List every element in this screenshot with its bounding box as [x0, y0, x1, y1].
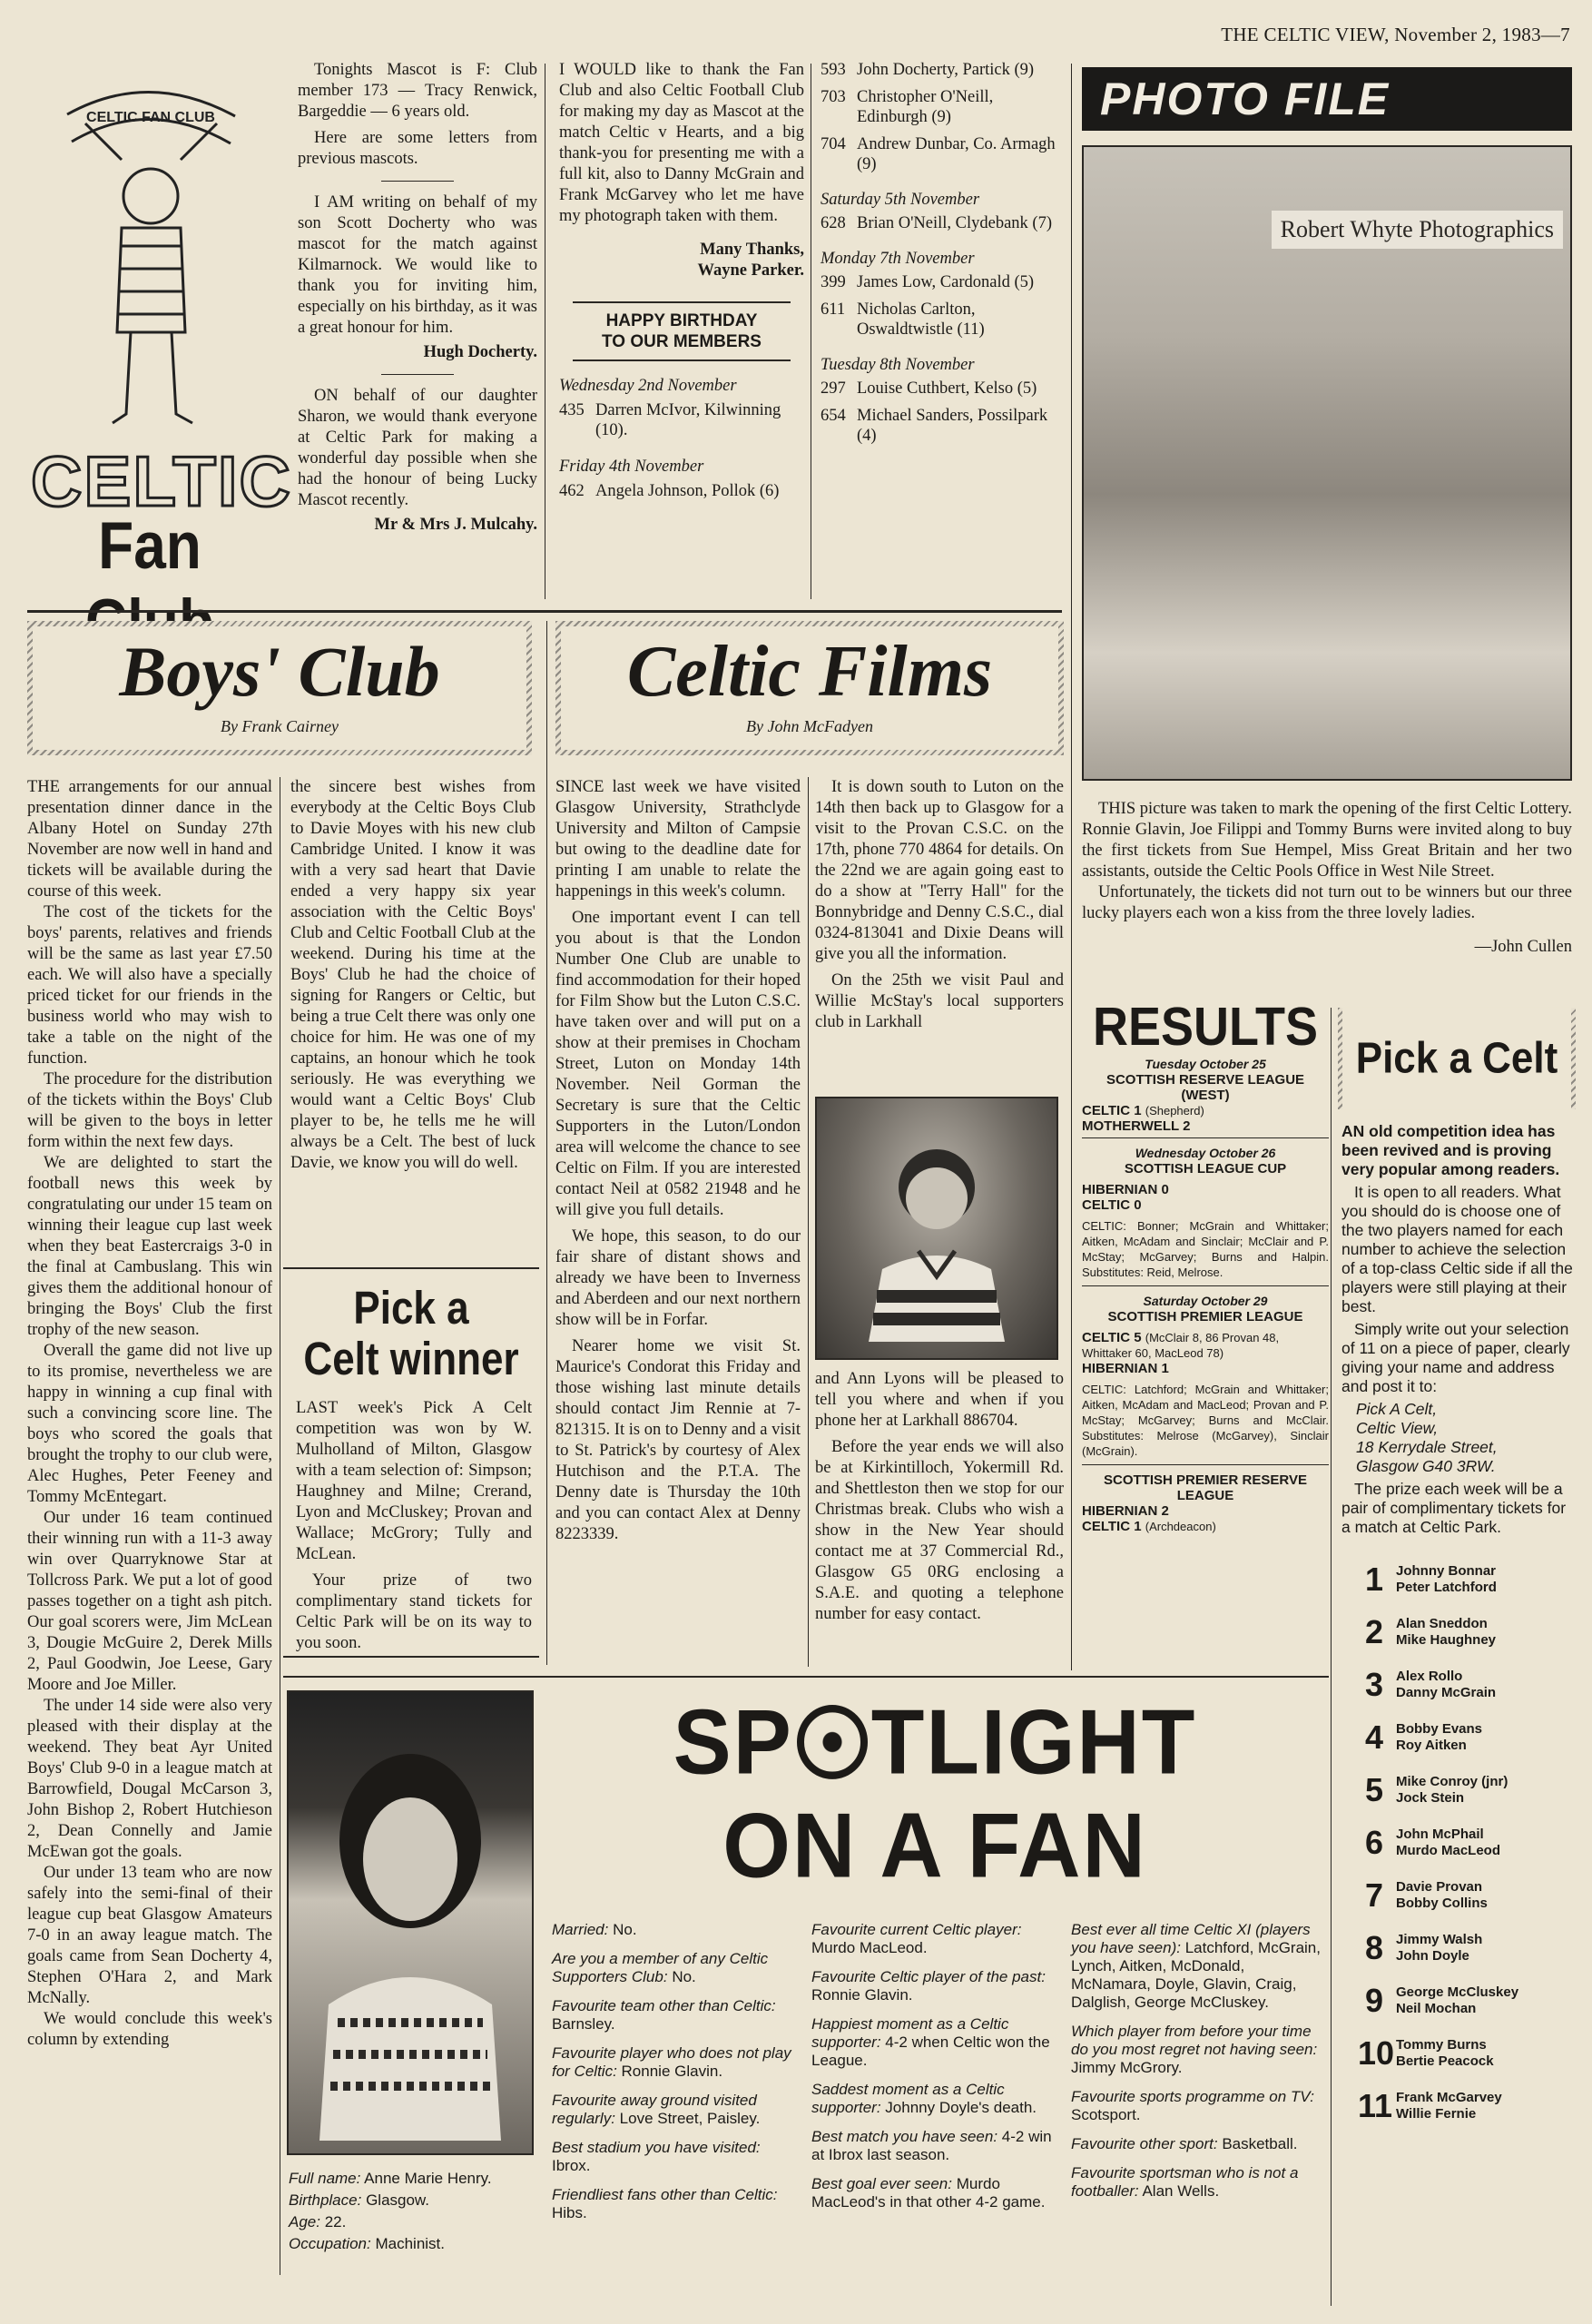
birthday-entry: 654 Michael Sanders, Possilpark (4): [821, 407, 1048, 445]
fan-detail: Birthplace: Glasgow.: [289, 2191, 429, 2209]
birthday-entry: 703 Christopher O'Neill, Edinburgh (9): [821, 88, 994, 126]
results-list: [1082, 1057, 1329, 1534]
fan-qa: Favourite sports programme on TV: Scotsport.: [1071, 2088, 1315, 2123]
spotlight-title-light: TLIGHT: [870, 1691, 1197, 1794]
result-competition: SCOTTISH LEAGUE CUP: [1124, 1161, 1287, 1177]
celtic-films-byline: By John McFadyen: [746, 717, 873, 735]
birthday-entry: 297 Louise Cuthbert, Kelso (5): [821, 379, 1037, 398]
pick-celt-para-1: It is open to all readers. What you should do is choose one of the two players named for each number to achieve the selection of a top-class Celtic side if all the players were still playing at their best.: [1341, 1183, 1573, 1315]
pick-celt-panel: [1338, 1008, 1576, 2315]
result-team: CELTIC 1 (Shepherd): [1082, 1103, 1204, 1118]
celtic-films-title: Celtic Films: [626, 632, 993, 712]
letter-2-signature: Mr & Mrs J. Mulcahy.: [374, 516, 537, 534]
divider: [381, 181, 454, 182]
fan-club-banner-text: CELTIC FAN CLUB: [86, 110, 215, 125]
column-rule: [1331, 1008, 1332, 2306]
fan-club-logo-bottom: Fan: [98, 507, 201, 583]
pick-option: 2 Alan Sneddon Mike Haughney: [1364, 1613, 1497, 1650]
fan-qa: Favourite Celtic player of the past: Ronnie Glavin.: [811, 1968, 1046, 2004]
birthday-entry: 628 Brian O'Neill, Clydebank (7): [821, 214, 1053, 232]
boys-club-col-2: [290, 777, 536, 1174]
fan-qa: Married: No.: [552, 1921, 637, 1938]
fan-club-logo: [31, 60, 292, 596]
celtic-films-header: [555, 621, 1064, 755]
photo-byline: —John Cullen: [1474, 938, 1572, 956]
photo-sign-text: Robert Whyte Photographics: [1272, 211, 1563, 249]
birthday-list-1: [559, 376, 804, 501]
pick-option: 4 Bobby Evans Roy Aitken: [1364, 1718, 1483, 1756]
celtic-films-col-2-bottom: [815, 1369, 1064, 1625]
birthday-day: Friday 4th November: [559, 458, 704, 476]
fan-qa: Favourite sportsman who is not a footballer: Alan Wells.: [1071, 2164, 1299, 2200]
pick-celt-address: Pick A Celt, Celtic View, 18 Kerrydale Street, Glasgow G40 3RW.: [1356, 1400, 1498, 1475]
pick-option: 1 Johnny Bonnar Peter Latchford: [1364, 1561, 1497, 1598]
pick-winner-para-1: LAST week's Pick A Celt competition was won by W. Mulholland of Milton, Glasgow with a team selection of: Simpson; Haughney and Milne; Crerand, Lyon and McCluskey; Provan and Wallace; McGrory; Tully and McLean.: [296, 1399, 532, 1563]
divider: [1082, 1137, 1329, 1138]
celtic-films-col-1: [555, 777, 801, 1545]
fan-club-logo-top: CELTIC: [31, 441, 292, 521]
pick-option: 7 Davie Provan Bobby Collins: [1364, 1876, 1488, 1914]
result-team: HIBERNIAN 2: [1082, 1503, 1169, 1519]
boys-club-para: Our under 16 team continued their winning run with a 11-3 away win over Quarryknowe Star at Tollcross Park. We put a lot of good passes together on a tight ash pitch. Our goal scorers were, Jim McLean 3, Dougie McGuire 2, Derek Mills 2, Paul Goodwin, Joe Leese, Gary Moore and Joe Miller.: [27, 1509, 272, 1694]
birthday-entry: 462 Angela Johnson, Pollok (6): [559, 482, 780, 500]
fan-qa: Favourite team other than Celtic: Barnsley.: [552, 1997, 776, 2033]
celtic-films-para: It is down south to Luton on the 14th then back up to Glasgow for a visit to the Provan C.S.C. on the 17th, phone 770 4864 for details. On the 22nd we are again going east to do a show at "Terry Hall" for the Bonnybridge and Denny C.S.C., dial 0324-813041 and Dixie Deans will give you all the information.: [815, 778, 1064, 963]
divider: [1082, 1285, 1329, 1286]
fan-detail: Occupation: Machinist.: [289, 2235, 445, 2252]
result-competition: SCOTTISH PREMIER LEAGUE: [1107, 1309, 1303, 1324]
letter-3: I WOULD like to thank the Fan Club and also Celtic Football Club for making my day as Mascot at the match Celtic v Hearts, and a big thank-you for presenting me with a full kit, also to Danny McGrain and Frank McGarvey who let me have my photograph taken with them.: [559, 61, 804, 225]
film-player-photo: [815, 1097, 1058, 1360]
section-rule: [283, 1676, 1329, 1678]
fan-qa: Favourite other sport: Basketball.: [1071, 2135, 1298, 2152]
boys-club-para: THE arrangements for our annual presentation dinner dance in the Albany Hotel on Sunday 27th November are now well in hand and tickets will be available during the course of this week.: [27, 778, 272, 901]
result-team: HIBERNIAN 1: [1082, 1361, 1169, 1376]
pick-celt-header: [1338, 1008, 1576, 1109]
mascot-note: Tonights Mascot is F: Club member 173 — Tracy Renwick, Bargeddie — 6 years old.: [298, 61, 537, 121]
fan-qa-col-1: [552, 1921, 795, 2233]
fan-qa: Best match you have seen: 4-2 win at Ibrox last season.: [811, 2128, 1052, 2163]
photo-file-image: [1082, 145, 1572, 781]
birthday-entry: 435 Darren McIvor, Kilwinning (10).: [559, 401, 781, 439]
letter-3-column: [559, 60, 804, 501]
celtic-films-para: We hope, this season, to do our fair share of distant shows and already we have been to Inverness and Aberdeen and our next northern show will be in Forfar.: [555, 1227, 801, 1329]
divider: [573, 301, 791, 303]
letter-1-signature: Hugh Docherty.: [423, 343, 537, 361]
photo-caption-1: THIS picture was taken to mark the opening of the first Celtic Lottery. Ronnie Glavin, Joe Filippi and Tommy Burns were invited along to buy the first tickets from Sue Hempel, Miss Great Britain and her two assistants, outside the Celtic Pools Office in West Nile Street.: [1082, 800, 1572, 881]
mascot-letters-column: [298, 60, 537, 536]
result-lineup: CELTIC: Bonner; McGrain and Whittaker; Aitken, McAdam and Sinclair; McClair and P. McStay; McGarvey; Burns and Halpin. Substitutes: Reid, Melrose.: [1082, 1219, 1329, 1279]
pick-celt-para-2: Simply write out your selection of 11 on a piece of paper, clearly giving your name and address and post it to:: [1341, 1320, 1570, 1395]
celtic-films-para: One important event I can tell you about is that the London Number One Club are unable to find accommodation for their hoped for Film Show but the Luton C.S.C. have taken over and will put on a show at their premises in Chocham Street, Luton on Monday 14th November. Neil Gorman the Secretary is sure that the Celtic Supporters in the Luton/London area will welcome the chance to see Celtic on Film. If you are interested contact Neil at 0582 21948 and he will give you full details.: [555, 909, 801, 1219]
letter-2: ON behalf of our daughter Sharon, we would thank everyone at Celtic Park for making a wonderful day possible when she had the honour of being Lucky Mascot recently.: [298, 387, 537, 509]
result-team: CELTIC 5 (McClair 8, 86 Provan 48, Whittaker 60, MacLeod 78): [1082, 1330, 1280, 1360]
result-competition: SCOTTISH RESERVE LEAGUE (WEST): [1106, 1072, 1305, 1103]
fan-qa-col-3: [1071, 1921, 1325, 2211]
birthday-day: Saturday 5th November: [821, 191, 980, 209]
boys-club-para: We are delighted to start the football news this week by congratulating our under 15 team on winning their league cup last week when they beat Eastercraigs 3-0 in the final at Cambuslang. This win gives them the additional honour of bringing the Boys' Club the first trophy of the new season.: [27, 1154, 272, 1339]
fan-portrait-icon: [301, 1705, 519, 2141]
photo-caption-2: Unfortunately, the tickets did not turn out to be winners but our three lucky players each won a kiss from the three lovely ladies.: [1082, 883, 1572, 922]
letter-3-signature-2: Wayne Parker.: [697, 261, 804, 280]
results-box: [1082, 999, 1329, 1675]
result-competition: SCOTTISH PREMIER RESERVE LEAGUE: [1104, 1472, 1307, 1503]
pick-winner-para-2: Your prize of two complimentary stand tickets for Celtic Park will be on its way to you soon.: [296, 1571, 532, 1652]
result-team: MOTHERWELL 2: [1082, 1118, 1191, 1134]
column-rule: [1071, 64, 1072, 1670]
birthday-entry: 704 Andrew Dunbar, Co. Armagh (9): [821, 135, 1056, 173]
pick-option: 8 Jimmy Walsh John Doyle: [1364, 1929, 1483, 1966]
photo-file-title: PHOTO FILE: [1100, 74, 1391, 124]
fan-qa: Best stadium you have visited: Ibrox.: [552, 2139, 761, 2174]
fan-qa: Happiest moment as a Celtic supporter: 4-2 when Celtic won the League.: [811, 2015, 1050, 2069]
fan-details-1: [289, 2168, 536, 2255]
section-rule: [27, 610, 1062, 613]
result-date: Wednesday October 26: [1135, 1146, 1276, 1160]
boys-club-col-1: [27, 777, 272, 2051]
result-team: HIBERNIAN 0: [1082, 1182, 1169, 1197]
fan-detail: Age: 22.: [289, 2213, 347, 2230]
pick-winner-box: [283, 1267, 539, 1658]
fan-qa: Are you a member of any Celtic Supporters Club: No.: [552, 1950, 769, 1985]
birthday-entry: 593 John Docherty, Partick (9): [821, 61, 1035, 79]
boys-club-para: the sincere best wishes from everybody at the Celtic Boys Club to Davie Moyes with his new club Cambridge United. I know it was with a very sad heart that Davie ended a very happy six year association with the Celtic Boys' Club and Celtic Football Club at the weekend. During his time at the Boys' Club he had the choice of signing for Rangers or Celtic, but being a true Celt there was only one choice for him. He was one of my captains, an honour which he took seriously. He was everything we would want a Celtic Boys' Club player to be, he tells me he will always be a Celt. The best of luck Davie, we know you will do well.: [290, 778, 536, 1172]
spotlight-title: [545, 1691, 1325, 1897]
letters-intro: Here are some letters from previous mascots.: [298, 129, 537, 168]
divider: [1082, 1464, 1329, 1465]
fan-qa: Best goal ever seen: Murdo MacLeod's in that other 4-2 game.: [811, 2175, 1046, 2211]
birthday-day: Tuesday 8th November: [821, 356, 975, 374]
fan-qa: Favourite away ground visited regularly: Love Street, Paisley.: [552, 2092, 761, 2127]
fan-photo: [287, 1690, 534, 2155]
pick-option: 9 George McCluskey Neil Mochan: [1364, 1982, 1519, 2019]
boys-club-para: Our under 13 team who are now safely into the semi-final of their league cup beat Glasgow Amateurs 7-0 in an away league match. The goals came from Sean Docherty 4, Stephen O'Hara 2, and Mark McNally.: [27, 1864, 272, 2007]
spotlight-title-sp: SP: [673, 1691, 793, 1794]
boys-club-byline: By Frank Cairney: [221, 717, 339, 735]
birthday-title-1: HAPPY BIRTHDAY: [605, 311, 758, 330]
celtic-films-para: and Ann Lyons will be pleased to tell you where and when if you phone her at Larkhall 886704.: [815, 1370, 1064, 1430]
celtic-films-para: On the 25th we visit Paul and Willie McStay's local supporters club in Larkhall: [815, 971, 1064, 1031]
result-lineup: CELTIC: Latchford; McGrain and Whittaker; Aitken, McAdam and MacLeod; Provan and P. McStay; McGarvey; Burns and McClair. Substitutes: Melrose (McGarvey), Sinclair (McGrain).: [1082, 1383, 1329, 1458]
boys-club-title: Boys' Club: [119, 632, 440, 711]
pick-celt-para-3: The prize each week will be a pair of complimentary tickets for a match at Celtic Park.: [1341, 1480, 1567, 1536]
letter-3-signature-1: Many Thanks,: [700, 241, 804, 259]
birthday-title-2: TO OUR MEMBERS: [602, 332, 762, 351]
pick-winner-title-1: Pick a: [353, 1283, 469, 1334]
fan-qa: Which player from before your time do you most regret not having seen: Jimmy McGrory.: [1071, 2023, 1318, 2076]
fan-qa: Friendliest fans other than Celtic: Hibs.: [552, 2186, 778, 2221]
pick-option: 5 Mike Conroy (jnr) Jock Stein: [1364, 1771, 1508, 1808]
boys-club-para: We would conclude this week's column by extending: [27, 2010, 272, 2049]
pick-winner-title-2: Celt winner: [303, 1334, 519, 1385]
divider: [573, 359, 791, 361]
celtic-films-col-2: [815, 777, 1064, 1033]
birthday-list-2: [821, 60, 1066, 446]
result-team: CELTIC 0: [1082, 1197, 1142, 1213]
column-rule: [546, 621, 547, 1665]
spotlight-title-2: ON A FAN: [722, 1795, 1147, 1897]
celtic-films-para: Before the year ends we will also be at Kirkintilloch, Yokermill Rd. and Shettleston then we stop for our Christmas break. Clubs who wish a show in the New Year should contact me at 37 Commercial Rd., Glasgow G5 0RG enclosing a S.A.E. and quoting a telephone number for easy contact.: [815, 1438, 1064, 1623]
celtic-films-para: SINCE last week we have visited Glasgow University, Strathclyde University and Milton of Campsie but owing to the deadline date for printing I am unable to relate the happenings in this week's column.: [555, 778, 801, 901]
fan-qa: Saddest moment as a Celtic supporter: Johnny Doyle's death.: [811, 2081, 1037, 2116]
boys-club-header: [27, 621, 532, 755]
result-date: Tuesday October 25: [1145, 1057, 1266, 1071]
fan-qa: Best ever all time Celtic XI (players you have seen): Latchford, McGrain, Lynch, Aitken, McDonald, McNamara, Doyle, Glavin, Craig, Dalglish, George McCluskey.: [1071, 1921, 1321, 2011]
fan-club-mascot-icon: [31, 60, 269, 441]
celtic-films-para: Nearer home we visit St. Maurice's Condorat this Friday and those wishing last minute details should contact Jim Rennie at 7-821315. It is on to Denny and a visit to St. Patrick's by courtesy of Alex Hutchison and the P.T.A. The Denny date is Thursday the 10th and you can contact Alex at Denny 8223339.: [555, 1337, 801, 1543]
results-title: RESULTS: [1092, 997, 1318, 1057]
letter-1: I AM writing on behalf of my son Scott Docherty who was mascot for the match against Kilmarnock. We would like to thank you for inviting him, especially on his birthday, as it was a great honour for him.: [298, 193, 537, 337]
boys-club-para: The cost of the tickets for the boys' parents, relatives and friends will be the same as last year £7.50 each. We will also have a specially priced ticket for our friends in the business world who may wish to take a table on the night of the function.: [27, 903, 272, 1068]
birthday-entry: 399 James Low, Cardonald (5): [821, 273, 1035, 291]
boys-club-para: The under 14 side were also very pleased with their display at the weekend. They beat Ayr United Boys' Club 9-0 in a league match at Barrowfield, Dougal McCarson 3, John Bishop 2, Robert Hutchieson 2, Dean Connelly and Jamie McEwan got the goals.: [27, 1697, 272, 1861]
photo-file-banner: [1082, 67, 1572, 131]
photo-file-caption: [1082, 799, 1572, 958]
pick-celt-title: Pick a Celt: [1342, 1008, 1571, 1109]
boys-club-para: Overall the game did not live up to its promise, nevertheless we are happy in winning a cup final with such a convincing score line. The boys who scored the goals that brought the trophy to our club were, Alec Hughes, Peter Feeney and Tommy McEntegart.: [27, 1342, 272, 1506]
boys-club-para: The procedure for the distribution of the tickets within the Boys' Club will be given to the boys in letter form within the next few days.: [27, 1070, 272, 1151]
birthday-day: Monday 7th November: [821, 250, 975, 268]
pick-option: 3 Alex Rollo Danny McGrain: [1364, 1666, 1497, 1703]
fan-qa: Favourite player who does not play for Celtic: Ronnie Glavin.: [552, 2044, 791, 2080]
fan-qa: Favourite current Celtic player: Murdo MacLeod.: [811, 1921, 1022, 1956]
pick-option: 6 John McPhail Murdo MacLeod: [1364, 1824, 1500, 1861]
divider: [381, 374, 454, 375]
column-rule: [808, 777, 809, 1667]
fan-qa-col-2: [811, 1921, 1058, 2222]
pick-option: 11 Frank McGarvey Willie Fernie: [1358, 2087, 1502, 2124]
whistle-icon: [797, 1705, 868, 1779]
pick-option: 10 Tommy Burns Bertie Peacock: [1358, 2034, 1494, 2072]
pick-celt-intro: AN old competition idea has been revived and is proving very popular among readers.: [1341, 1122, 1560, 1178]
birthday-entry: 611 Nicholas Carlton, Oswaldtwistle (11): [821, 300, 985, 339]
result-date: Saturday October 29: [1143, 1294, 1268, 1308]
page-header: THE CELTIC VIEW, November 2, 1983—7: [1221, 24, 1570, 45]
fan-detail: Full name: Anne Marie Henry.: [289, 2170, 492, 2187]
result-team: CELTIC 1 (Archdeacon): [1082, 1519, 1216, 1534]
pick-celt-options: [1338, 1553, 1576, 2132]
birthday-day: Wednesday 2nd November: [559, 377, 737, 395]
player-portrait-icon: [846, 1115, 1027, 1342]
